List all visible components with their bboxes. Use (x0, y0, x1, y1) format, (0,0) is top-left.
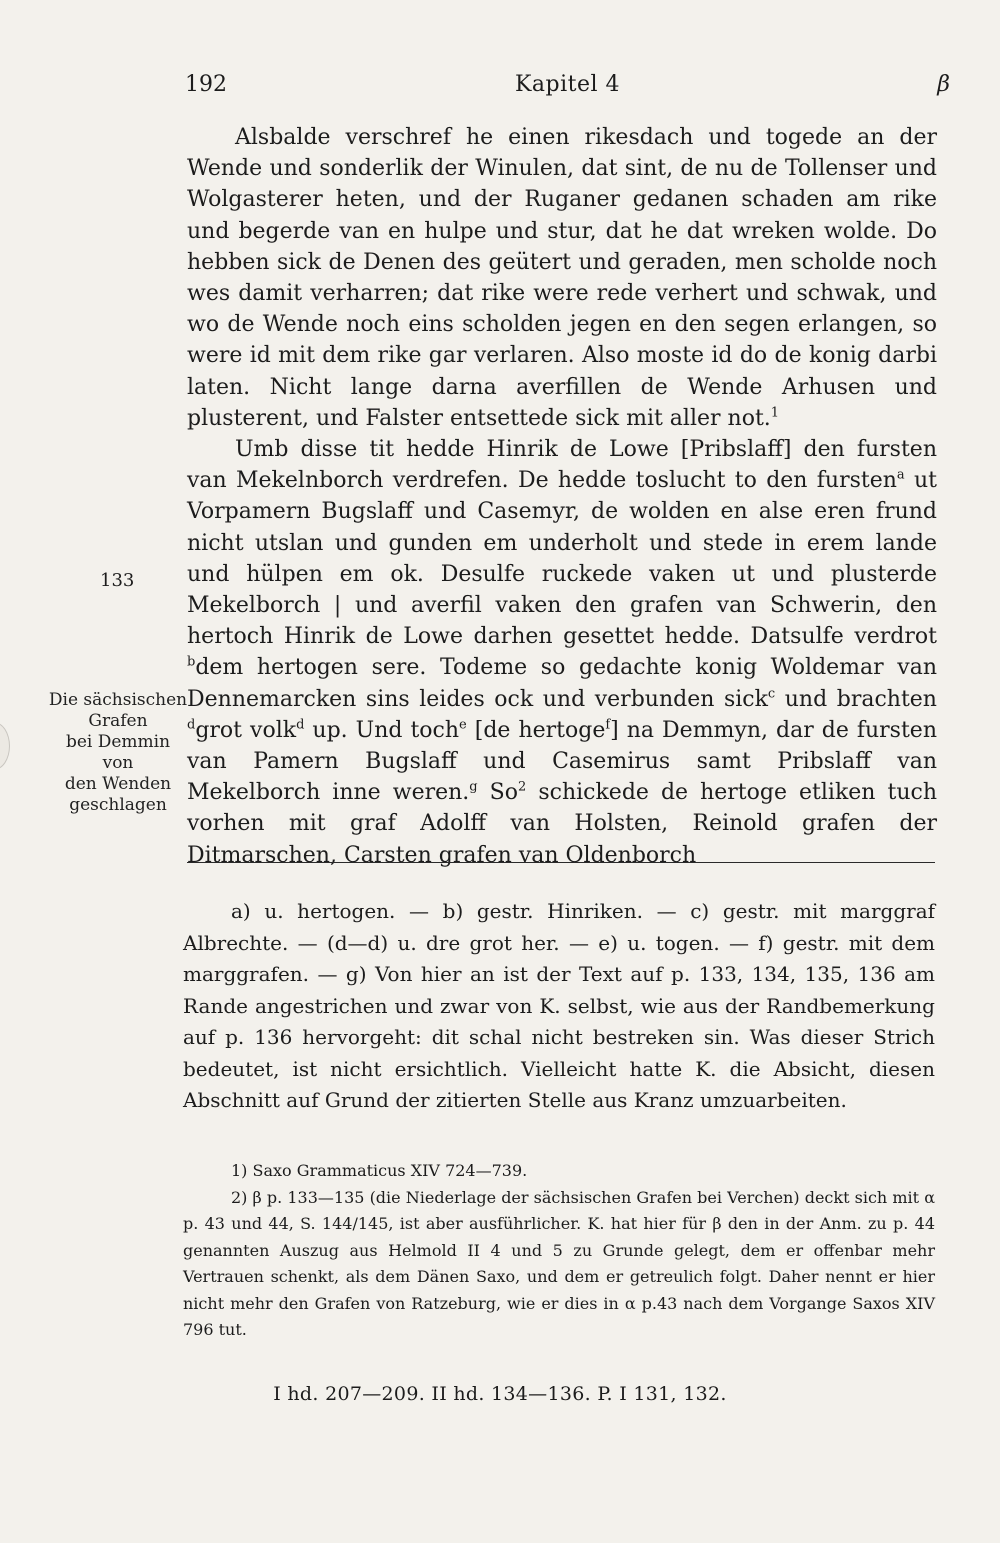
chapter-title: Kapitel 4 (514, 72, 621, 97)
footnote-ref-1[interactable]: 1 (770, 405, 780, 421)
manuscript-siglum: β (937, 72, 950, 97)
paragraph-1: Alsbalde verschref he einen rikesdach und togede an der Wende und sonderlik der Winulen, dat sint, de nu de Tollenser und Wolgasterer heten, und der Ruganer gedanen schaden am rike und begerde van en hulpe und stur, dat he dat wreken wolde. Do hebben sick de Denen des geütert und geraden, men scholde noch wes damit verharren; dat rike were rede verhert und schwak, und wo de Wende noch eins scholden jegen en den segen erlangen, so were id mit dem rike gar verlaren. Also moste id do de konig darbi laten. Nicht lange darna averfillen de Wende Arhusen und plusterent, und Falster entsettede sick mit aller not.$^1$ (187, 125, 937, 431)
source-references: I hd. 207—209. II hd. 134—136. P. I 131, 132. (273, 1383, 727, 1405)
note-ref-b[interactable]: b (187, 655, 196, 671)
note-ref-g[interactable]: g (469, 779, 478, 795)
note-ref-d-start[interactable]: d (187, 717, 196, 733)
main-text (187, 122, 937, 871)
paragraph-2: Umb disse tit hedde Hinrik de Lowe [Pribslaff] den fursten van Mekelnborch verdrefen. De hedde tosluсht to den fursten$^a$ ut Vorpamern Bugslaff und Casemyr, de wolden en alse eren frund nicht utslan und gunden em underholt und stede in erem lande und hülpen em ok. Desulfe ruckede vaken ut und plusterde Mekelborch | und averfil vaken den grafen van Schwerin, den hertoch Hinrik de Lowe darhen gesettet hedde. Datsulfe verdrot $^b$dem hertogen sere. Todeme so gedachte konig Woldemar van Dennemarcken sins leides ock und verbunden sick$^c$ und brachten $^d$grot volk$^d$ up. Und toch$^e$ [de hertoge$^f$] na Demmyn, dar de fursten van Pamern Bugslaff und Casemirus samt Pribslaff van Mekelborch inne weren.$^g$ So$^2$ schickede de hertoge etliken tuch vorhen mit graf Adolff van Holsten, Reinold grafen der Ditmarschen, Carsten grafen van Oldenborch (187, 437, 938, 868)
footnote-ref-2[interactable]: 2 (518, 779, 527, 795)
binding-hole (0, 722, 10, 770)
note-ref-a[interactable]: a (896, 467, 905, 483)
footnote-2: 2) β p. 133—135 (die Niederlage der sächsischen Grafen bei Verchen) deckt sich mit α p. 43 und 44, S. 144/145, ist aber ausführlicher. K. hat hier für β den in der Anm. zu p. 44 genannten Auszug aus Helmold II 4 und 5 zu Grunde gelegt, dem er offenbar mehr Vertrauen schenkt, als dem Dänen Saxo, und dem er getreulich folgt. Daher nennt er hier nicht mehr den Grafen von Ratzeburg, wie er dies in α p.43 nach dem Vorgange Saxos XIV 796 tut. (183, 1187, 935, 1339)
note-ref-d-end[interactable]: d (296, 717, 305, 733)
margin-note: Die sächsischen Grafen bei Demmin von den Wenden geschlagen (48, 690, 188, 815)
running-header (185, 72, 950, 104)
apparatus-notes: a) u. hertogen. — b) gestr. Hinriken. — c) gestr. mit marggraf Albrechte. — (d—d) u. dre grot her. — e) u. togen. — f) gestr. mit dem marggrafen. — g) Von hier an ist der Text auf p. 133, 134, 135, 136 am Rande angestrichen und zwar von K. selbst, wie aus der Randbemerkung auf p. 136 hervorgeht: dit schal nicht bestreken sin. Was dieser Strich bedeutet, ist nicht ersichtlich. Vielleicht hatte K. die Absicht, diesen Abschnitt auf Grund der zitierten Stelle aus Kranz umzuarbeiten. (183, 899, 936, 1112)
note-ref-c[interactable]: c (767, 686, 776, 702)
note-ref-e[interactable]: e (459, 717, 467, 733)
footnote-1: 1) Saxo Grammaticus XIV 724—739. (231, 1161, 528, 1180)
textual-apparatus (183, 896, 935, 1117)
margin-page-number: 133 (100, 570, 135, 591)
numbered-footnotes (183, 1158, 935, 1344)
note-ref-f[interactable]: f (605, 717, 611, 733)
page-number: 192 (185, 72, 227, 97)
footnote-rule (187, 862, 935, 863)
